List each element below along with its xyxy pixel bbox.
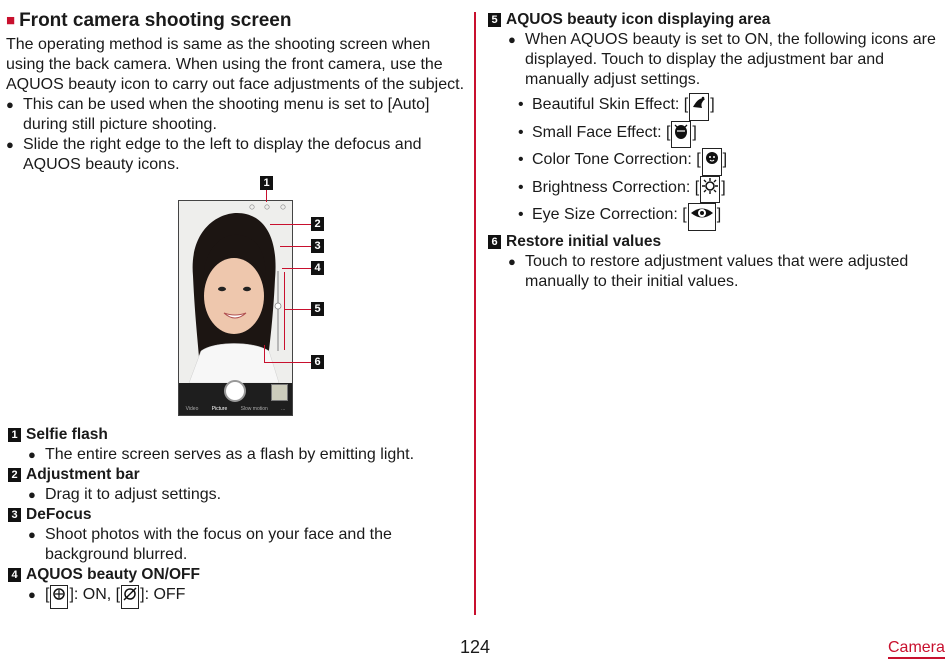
item-desc: ● When AQUOS beauty is set to ON, the following icons are displayed. Touch to display the adjustment bar and manually adjust settings.: [508, 31, 936, 88]
callout-2: 2: [311, 217, 324, 231]
callout-line-1: [266, 190, 267, 202]
item-heading: 2 Adjustment bar: [8, 465, 468, 485]
chapter-link[interactable]: Camera: [888, 639, 945, 659]
selfie-photo: [179, 201, 292, 383]
effect-item: • Beautiful Skin Effect: [ ]: [488, 93, 938, 121]
callout-6: 6: [311, 355, 324, 369]
section-square-icon: ■: [6, 12, 16, 29]
item-desc: ● [ ]: ON, [ ]: OFF: [28, 585, 468, 609]
item-desc: ● Touch to restore adjustment values that were adjusted manually to their initial values.: [508, 252, 909, 290]
bullet-item: ● This can be used when the shooting menu is set to [Auto] during still picture shooting.: [6, 96, 430, 133]
effect-list: [488, 93, 938, 231]
mode-video[interactable]: Video: [185, 406, 199, 412]
callout-line-6: [264, 362, 311, 363]
gallery-thumbnail[interactable]: [271, 384, 288, 401]
left-column: [6, 10, 466, 175]
callout-4: 4: [311, 261, 324, 275]
section-title: ■ Front camera shooting screen: [6, 10, 292, 31]
left-item-list: [8, 425, 468, 609]
mode-more[interactable]: ...: [281, 406, 286, 412]
page-number: 124: [460, 637, 491, 657]
effect-item: • Small Face Effect: [ ]: [488, 121, 938, 149]
small-face-icon: [671, 121, 691, 149]
item-heading: 3 DeFocus: [8, 505, 468, 525]
brightness-icon: [700, 176, 720, 204]
callout-line-2: [270, 224, 311, 225]
item-heading: 5 AQUOS beauty icon displaying area: [488, 10, 938, 30]
mode-switcher: [179, 406, 292, 412]
bullet-item: ● Slide the right edge to the left to display the defocus and AQUOS beauty icons.: [6, 136, 422, 173]
skin-effect-icon: [689, 93, 709, 121]
mode-slow-motion[interactable]: Slow motion: [240, 406, 268, 412]
effect-item: • Eye Size Correction: [ ]: [488, 203, 938, 231]
callout-line-6v: [264, 345, 265, 362]
item-heading: 1 Selfie flash: [8, 425, 468, 445]
right-column: [488, 10, 938, 292]
beauty-on-icon: [50, 585, 68, 609]
mode-picture[interactable]: Picture: [211, 406, 228, 412]
item-heading: 4 AQUOS beauty ON/OFF: [8, 565, 468, 585]
item-desc: ● Drag it to adjust settings.: [28, 486, 222, 503]
shutter-button[interactable]: [224, 380, 246, 402]
callout-5: 5: [311, 302, 324, 316]
callout-line-3: [280, 246, 311, 247]
column-divider: [474, 12, 476, 615]
phone-screen: [178, 200, 293, 416]
intro-text: The operating method is same as the shooting screen when using the back camera. When using the front camera, use the AQUOS beauty icon to carry out face adjustments of the subject.: [6, 36, 465, 93]
eye-size-icon: [688, 203, 716, 231]
beauty-off-icon: [121, 585, 139, 609]
callout-3: 3: [311, 239, 324, 253]
color-tone-icon: [702, 148, 722, 176]
item-heading: 6 Restore initial values: [488, 232, 938, 252]
callout-bracket-5: [284, 272, 285, 350]
effect-item: • Brightness Correction: [ ]: [488, 176, 938, 204]
callout-line-4: [282, 268, 311, 269]
callout-line-5: [285, 309, 311, 310]
effect-item: • Color Tone Correction: [ ]: [488, 148, 938, 176]
item-desc: ● Shoot photos with the focus on your face and the background blurred.: [28, 526, 392, 563]
callout-1: 1: [260, 176, 273, 190]
item-desc: ● The entire screen serves as a flash by emitting light.: [28, 446, 415, 463]
